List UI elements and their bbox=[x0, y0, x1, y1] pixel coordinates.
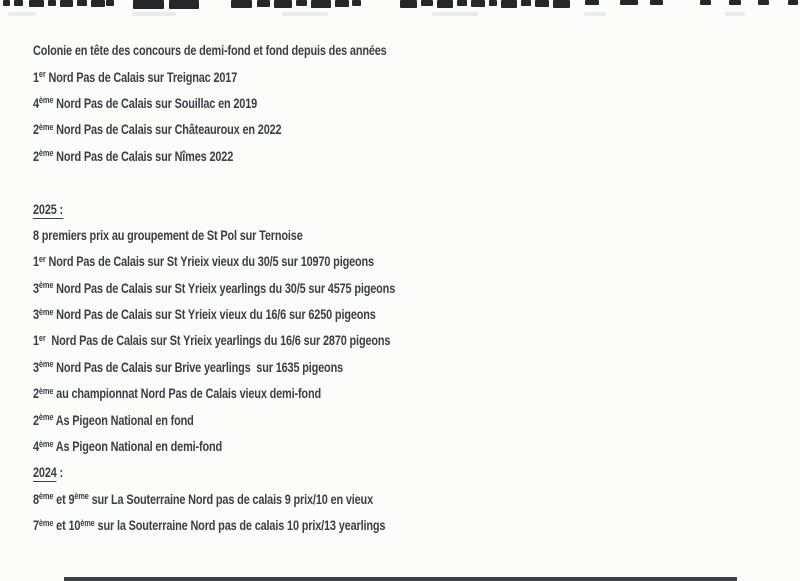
clipped-text-ghost-fragment bbox=[132, 12, 176, 16]
line-text bbox=[33, 95, 257, 111]
ordinal-superscript: ème bbox=[38, 148, 54, 160]
text-segment: Nord Pas de Calais sur Brive yearlings sur 1635 pigeons bbox=[53, 358, 344, 375]
ordinal-superscript: ème bbox=[38, 385, 54, 397]
clipped-text-ghost-fragment bbox=[584, 12, 606, 16]
ordinal-superscript: ème bbox=[38, 517, 54, 529]
ordinal-superscript: ème bbox=[74, 491, 89, 503]
clipped-text-fragment bbox=[106, 0, 114, 6]
clipped-text-fragment bbox=[535, 0, 549, 7]
text-segment: 3 bbox=[33, 279, 39, 296]
text-segment: et 9 bbox=[53, 490, 75, 507]
line-text bbox=[33, 438, 222, 454]
result-st-yrieix-yearlings-16-6 bbox=[33, 327, 497, 353]
clipped-text-fragment bbox=[421, 0, 433, 6]
clipped-text-fragment bbox=[437, 0, 453, 8]
ordinal-superscript: ème bbox=[38, 121, 54, 133]
clipped-text-ghost-fragment bbox=[432, 12, 478, 16]
underlined-year-text: 2024 bbox=[33, 464, 57, 481]
clipped-text-fragment bbox=[60, 0, 73, 7]
text-segment: Nord Pas de Calais sur St Yrieix yearlings du 16/6 sur 2870 pigeons bbox=[45, 332, 391, 349]
text-segment: 1 bbox=[33, 253, 39, 270]
clipped-text-fragment bbox=[788, 0, 798, 5]
clipped-text-fragment bbox=[650, 0, 663, 5]
text-segment: Nord Pas de Calais sur Treignac 2017 bbox=[45, 68, 238, 85]
result-souillac-2019 bbox=[33, 90, 497, 116]
result-chateauroux-2022 bbox=[33, 116, 497, 142]
line-text bbox=[33, 464, 63, 480]
clipped-text-ghost-fragment bbox=[282, 12, 328, 16]
line-text bbox=[33, 253, 374, 269]
text-segment: 1 bbox=[33, 68, 39, 85]
text-segment: 2 bbox=[33, 147, 39, 164]
clipped-text-fragment bbox=[521, 0, 531, 6]
line-text bbox=[33, 332, 390, 348]
clipped-text-ghost-fragment bbox=[725, 12, 745, 16]
clipped-text-fragment bbox=[133, 0, 164, 9]
line-text bbox=[33, 42, 387, 58]
line-text bbox=[33, 121, 281, 137]
ordinal-superscript: ème bbox=[38, 359, 54, 371]
clipped-text-fragment bbox=[620, 0, 638, 5]
ordinal-superscript: ème bbox=[38, 412, 54, 424]
line-text bbox=[33, 227, 303, 243]
text-segment: 1 bbox=[33, 332, 39, 349]
result-la-souterraine-yearlings bbox=[33, 512, 497, 538]
text-segment: 7 bbox=[33, 517, 39, 534]
result-st-yrieix-vieux-30-5 bbox=[33, 248, 497, 274]
clipped-text-fragment bbox=[335, 0, 349, 7]
text-segment: 8 bbox=[33, 490, 39, 507]
ordinal-superscript: ème bbox=[38, 95, 54, 107]
clipped-text-fragment bbox=[311, 0, 331, 8]
line-text bbox=[33, 359, 343, 375]
line-text bbox=[33, 491, 373, 507]
ordinal-superscript: ème bbox=[38, 491, 54, 503]
clipped-text-fragment bbox=[3, 0, 10, 6]
text-segment: 4 bbox=[33, 94, 39, 111]
line-text bbox=[33, 280, 395, 296]
document-text-block bbox=[33, 37, 497, 538]
text-segment: Nord Pas de Calais sur Nîmes 2022 bbox=[53, 147, 234, 164]
clipped-text-fragment bbox=[14, 0, 23, 6]
clipped-text-fragment bbox=[231, 0, 252, 8]
text-segment: 3 bbox=[33, 306, 39, 323]
clipped-text-fragment bbox=[274, 0, 292, 8]
result-la-souterraine-vieux bbox=[33, 486, 497, 512]
clipped-text-fragment bbox=[29, 0, 44, 7]
text-segment: 3 bbox=[33, 358, 39, 375]
clipped-text-fragment bbox=[758, 0, 769, 5]
result-championnat-demi-fond bbox=[33, 380, 497, 406]
text-segment: et 10 bbox=[53, 517, 81, 534]
result-groupement-st-pol bbox=[33, 222, 497, 248]
clipped-text-fragment bbox=[585, 0, 599, 5]
text-segment: 4 bbox=[33, 438, 39, 455]
ordinal-superscript: ème bbox=[38, 306, 54, 318]
ordinal-superscript: ème bbox=[38, 280, 54, 292]
year-heading-2024 bbox=[33, 459, 497, 485]
text-segment: sur La Souterraine Nord pas de calais 9 prix/10 en vieux bbox=[88, 490, 373, 507]
underlined-year-text: 2025 : bbox=[33, 200, 64, 217]
text-segment: 8 premiers prix au groupement de St Pol sur Ternoise bbox=[33, 226, 303, 243]
text-segment: au championnat Nord Pas de Calais vieux demi-fond bbox=[53, 385, 321, 402]
text-segment: Nord Pas de Calais sur St Yrieix vieux du 30/5 sur 10970 pigeons bbox=[45, 253, 374, 270]
clipped-text-fragment bbox=[501, 0, 517, 8]
ordinal-superscript: er bbox=[38, 69, 46, 81]
result-st-yrieix-yearlings-30-5 bbox=[33, 275, 497, 301]
line-text bbox=[33, 69, 237, 85]
clipped-text-fragment bbox=[457, 0, 467, 6]
line-text bbox=[33, 201, 63, 217]
text-segment: Nord Pas de Calais sur St Yrieix yearlings du 30/5 sur 4575 pigeons bbox=[53, 279, 396, 296]
text-segment: 2 bbox=[33, 411, 39, 428]
clipped-text-fragment bbox=[296, 0, 307, 6]
line-text bbox=[33, 517, 385, 533]
text-segment: 2 bbox=[33, 385, 39, 402]
clipped-text-fragment bbox=[169, 0, 199, 9]
text-segment: Nord Pas de Calais sur Souillac en 2019 bbox=[53, 94, 258, 111]
clipped-text-fragment bbox=[553, 0, 570, 8]
clipped-text-fragment bbox=[91, 0, 105, 7]
clipped-text-ghost-fragment bbox=[8, 12, 36, 16]
text-segment: Nord Pas de Calais sur Châteauroux en 2022 bbox=[53, 121, 282, 138]
result-brive-yearlings bbox=[33, 354, 497, 380]
clipped-text-fragment bbox=[257, 0, 270, 7]
result-as-pigeon-fond bbox=[33, 406, 497, 432]
clipped-text-fragment bbox=[77, 0, 87, 6]
line-text bbox=[33, 148, 233, 164]
result-treignac-2017 bbox=[33, 63, 497, 89]
clipped-text-fragment bbox=[48, 0, 56, 6]
clipped-text-fragment bbox=[700, 0, 711, 5]
year-heading-2025 bbox=[33, 195, 497, 221]
ordinal-superscript: ème bbox=[38, 438, 54, 450]
ordinal-superscript: ème bbox=[80, 517, 95, 529]
text-segment: As Pigeon National en fond bbox=[53, 411, 194, 428]
clipped-text-fragment bbox=[729, 0, 741, 5]
intro-line bbox=[33, 37, 497, 63]
text-segment: sur la Souterraine Nord pas de calais 10 prix/13 yearlings bbox=[94, 517, 386, 534]
line-text bbox=[33, 385, 321, 401]
line-text bbox=[33, 412, 194, 428]
text-segment: : bbox=[56, 464, 64, 481]
text-segment: As Pigeon National en demi-fond bbox=[53, 438, 223, 455]
clipped-text-fragment bbox=[489, 0, 497, 6]
ordinal-superscript: er bbox=[38, 253, 46, 265]
result-as-pigeon-demi-fond bbox=[33, 433, 497, 459]
clipped-text-fragment bbox=[471, 0, 485, 7]
result-st-yrieix-vieux-16-6 bbox=[33, 301, 497, 327]
text-segment: Colonie en tête des concours de demi-fond et fond depuis des années bbox=[33, 42, 387, 59]
text-segment: Nord Pas de Calais sur St Yrieix vieux du 16/6 sur 6250 pigeons bbox=[53, 306, 376, 323]
result-nimes-2022 bbox=[33, 143, 497, 169]
text-segment: 2 bbox=[33, 121, 39, 138]
clipped-text-fragment bbox=[352, 0, 361, 6]
clipped-text-fragment bbox=[400, 0, 417, 8]
line-text bbox=[33, 306, 376, 322]
ordinal-superscript: er bbox=[38, 332, 46, 344]
scan-edge-bar bbox=[64, 577, 737, 581]
